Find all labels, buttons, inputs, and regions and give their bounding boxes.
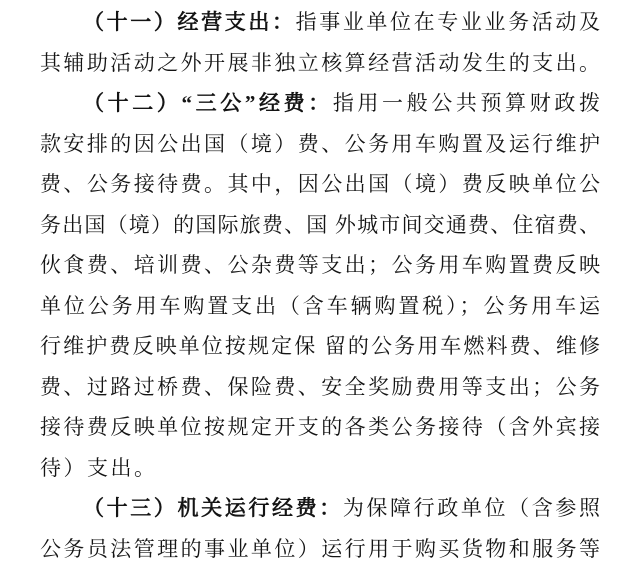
body-text-run: 费、过路过桥费、保险费、安全奖励费用等支出；公务 [40, 374, 600, 399]
body-text-run: 伙食费、培训费、公杂费等支出；公务用车购置费反映 [40, 253, 600, 277]
body-text-run: 款安排的因公出国（境）费、公务用车购置及运行维护 [40, 131, 600, 156]
text-line [40, 448, 600, 489]
body-text-run: 行维护费反映单位按规定保 留的公务用车燃料费、维修 [40, 334, 600, 358]
text-body [40, 2, 600, 569]
body-text-run: 费、公务接待费。其中，因公出国（境）费反映单位公 [40, 172, 600, 196]
body-text-run: 指用一般公共预算财政拨 [332, 91, 601, 115]
text-line [40, 43, 600, 84]
section-heading: （十一）经营支出： [83, 10, 296, 34]
text-line [40, 2, 600, 43]
text-line [40, 326, 600, 367]
text-line [40, 164, 600, 205]
section-heading: （十二）“三公”经费： [83, 91, 333, 115]
body-text-run: 接待费反映单位按规定开支的各类公务接待（含外宾接 [40, 415, 600, 439]
text-line [40, 367, 600, 408]
body-text-run: 为保障行政单位（含参照 [342, 496, 601, 520]
section-heading: （十三）机关运行经费： [83, 496, 343, 520]
text-line [40, 124, 600, 165]
body-text-run: 指事业单位在专业业务活动及 [295, 10, 601, 34]
text-line [40, 205, 600, 246]
body-text-run: 待）支出。 [40, 455, 158, 480]
body-text-run: 其辅助活动之外开展非独立核算经营活动发生的支出。 [40, 50, 600, 75]
text-line [40, 245, 600, 286]
text-line [40, 407, 600, 448]
body-text-run: 务出国（境）的国际旅费、国 外城市间交通费、住宿费、 [40, 212, 600, 237]
body-text-run: 公务员法管理的事业单位）运行用于购买货物和服务等 [40, 536, 600, 561]
text-line [40, 83, 600, 124]
body-text-run: 单位公务用车购置支出（含车辆购置税）；公务用车运 [40, 293, 600, 318]
text-line [40, 488, 600, 529]
text-line [40, 286, 600, 327]
text-line [40, 529, 600, 569]
